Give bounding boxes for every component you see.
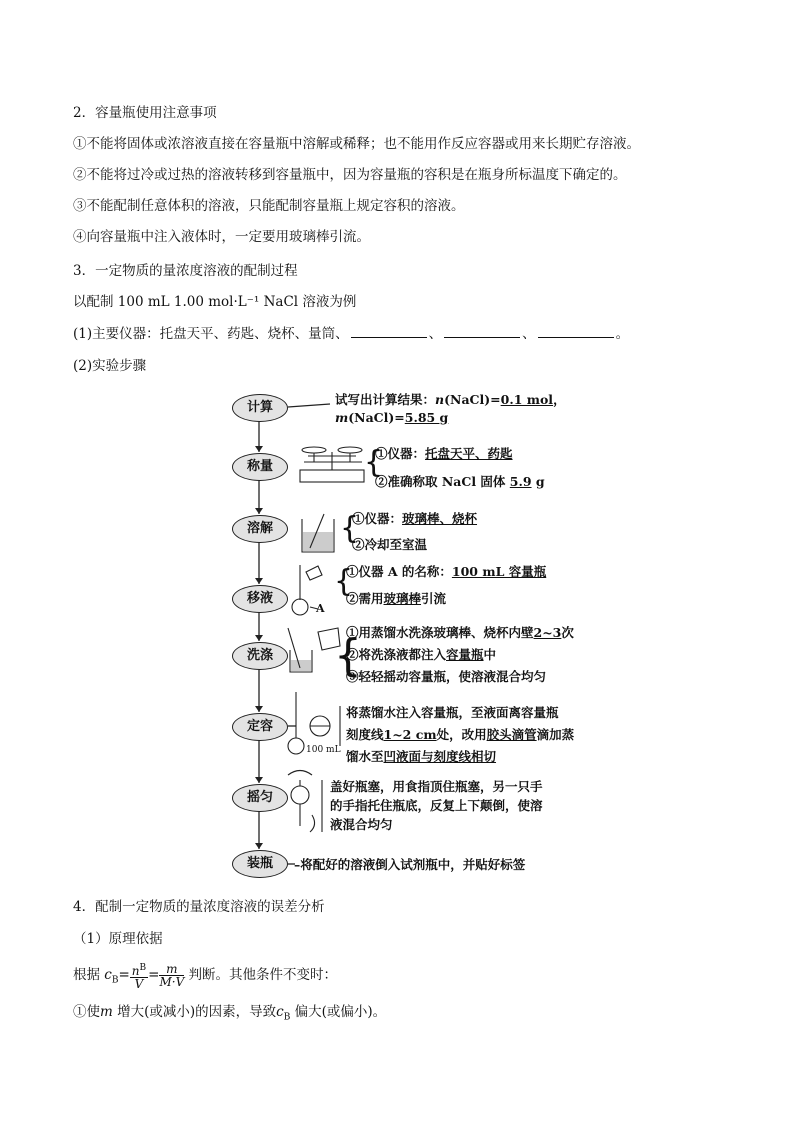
steps-heading: (2)实验步骤 (73, 358, 147, 374)
shake-flask-icon (288, 771, 322, 833)
section3-example: 以配制 100 mL 1.00 mol·L⁻¹ NaCl 溶液为例 (73, 294, 357, 310)
section2-item-1: ①不能将固体或浓溶液直接在容量瓶中溶解或稀释；也不能用作反应容器或用来长期贮存溶液。 (73, 136, 640, 152)
calc-line-1: 试写出计算结果：n(NaCl)=0.1 mol， (335, 392, 566, 407)
weigh-line-1: ①仪器：托盘天平、药匙 (375, 446, 513, 461)
dissolve-brace: { (340, 511, 360, 546)
bottle-line: –将配好的溶液倒入试剂瓶中，并贴好标签 (294, 857, 526, 872)
wash-line-2: ②将洗涤液都注入容量瓶中 (346, 647, 497, 662)
calc-line-2: m(NaCl)=5.85 g (335, 410, 449, 425)
shake-line-2: 的手指托住瓶底，反复上下颠倒，使溶 (330, 798, 543, 813)
wash-line-1: ①用蒸馏水洗涤玻璃棒、烧杯内壁2~3次 (346, 625, 574, 640)
calc-n-answer: 0.1 mol (500, 392, 554, 407)
instruments-prefix: (1)主要仪器：托盘天平、药匙、烧杯、量筒、 (73, 326, 349, 342)
fraction-m-over-mv: $\frac{m}{M\cdot V}$ (159, 962, 185, 989)
instrument-end: 。 (615, 326, 630, 342)
transfer-brace: { (334, 564, 354, 599)
step-wash: 洗涤 (232, 642, 288, 670)
step-shake: 摇匀 (232, 784, 288, 812)
calc-m-answer: 5.85 g (404, 410, 449, 425)
fix-line-3: 馏水至凹液面与刻度线相切 (346, 749, 497, 764)
weigh-line-2: ②准确称取 NaCl 固体 5.9 g (375, 474, 545, 489)
step-bottle: 装瓶 (232, 850, 288, 878)
fix-line-2: 刻度线1~2 cm处，改用胶头滴管滴加蒸 (346, 727, 575, 742)
wash-bottle-icon (288, 628, 340, 672)
section2-item-2: ②不能将过冷或过热的溶液转移到容量瓶中，因为容量瓶的容积是在瓶身所标温度下确定的。 (73, 167, 627, 183)
section4-sub1: （1）原理依据 (73, 931, 163, 947)
dissolve-line-1: ①仪器：玻璃棒、烧杯 (352, 511, 478, 526)
instrument-sep-2: 、 (522, 326, 536, 342)
fix-line-1: 将蒸馏水注入容量瓶，至液面离容量瓶 (346, 705, 559, 720)
section3-heading: 3．一定物质的量浓度溶液的配制过程 (73, 263, 298, 279)
balance-icon (300, 447, 364, 482)
beaker-icon (302, 514, 334, 552)
transfer-line-2: ②需用玻璃棒引流 (346, 591, 447, 606)
step-transfer: 移液 (232, 585, 288, 613)
fraction-n-over-v: $\frac{n^B}{V}$ (131, 962, 147, 991)
section4-item1: ①使m 增大(或减小)的因素，导致$c_B$ 偏大(或偏小)。 (73, 1004, 387, 1023)
transfer-line-1: ①仪器 A 的名称：100 mL 容量瓶 (346, 564, 547, 579)
dissolve-line-2: ②冷却至室温 (352, 537, 428, 552)
wash-brace: { (334, 630, 362, 681)
formula-line: 根据 $c_B=$ $\frac{n^B}{V}$ = $\frac{m}{M\cdot V}$ 判断。其他条件不变时： (73, 962, 338, 991)
wash-line-3: ③轻轻摇动容量瓶，使溶液混合均匀 (346, 669, 547, 684)
instrument-sep-1: 、 (428, 326, 443, 342)
shake-line-1: 盖好瓶塞，用食指顶住瓶塞，另一只手 (330, 779, 543, 794)
step-dissolve: 溶解 (232, 515, 288, 543)
step-fix-volume: 定容 (232, 713, 288, 741)
step-weigh: 称量 (232, 453, 288, 481)
step-calculate: 计算 (232, 394, 288, 422)
flask-label-ml: 100 mL (306, 745, 341, 755)
weigh-brace: { (364, 445, 384, 480)
shake-line-3: 液混合均匀 (330, 817, 393, 832)
section2-heading: 2．容量瓶使用注意事项 (73, 105, 217, 121)
section2-item-4: ④向容量瓶中注入液体时，一定要用玻璃棒引流。 (73, 229, 370, 245)
section4-heading: 4．配制一定物质的量浓度溶液的误差分析 (73, 899, 325, 915)
section2-item-3: ③不能配制任意体积的溶液，只能配制容量瓶上规定容积的溶液。 (73, 198, 465, 214)
flask-label-a: A (316, 602, 325, 615)
